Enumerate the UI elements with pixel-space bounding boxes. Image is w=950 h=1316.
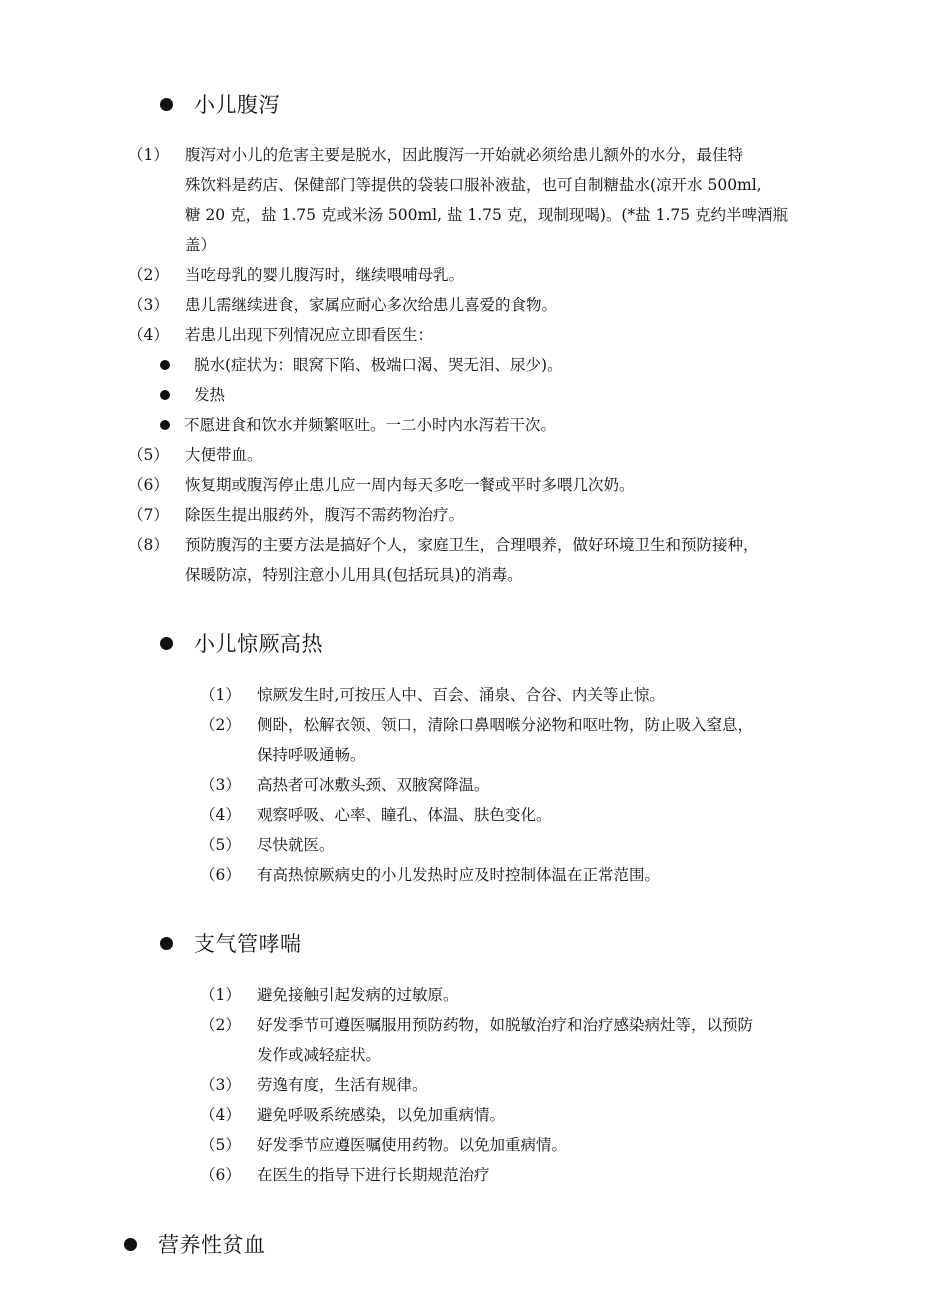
bullet-icon bbox=[160, 390, 170, 400]
item-number: （2） bbox=[200, 716, 241, 734]
item-number: （6） bbox=[200, 1166, 241, 1184]
item-text: 发作或减轻症状。 bbox=[257, 1046, 382, 1064]
item-number: （6） bbox=[128, 476, 169, 494]
item-text: 高热者可冰敷头颈、双腋窝降温。 bbox=[257, 776, 490, 794]
item-text: 糖 20 克，盐 1.75 克或米汤 500ml, 盐 1.75 克，现制现喝)。(*盐 1.75 克约半啤酒瓶 bbox=[185, 206, 789, 224]
item-number: （6） bbox=[200, 866, 241, 884]
bullet-text: 发热 bbox=[194, 386, 226, 404]
item-text: 保持呼吸通畅。 bbox=[257, 746, 366, 764]
item-text: 避免接触引起发病的过敏原。 bbox=[257, 986, 459, 1004]
item-text: 恢复期或腹泻停止患儿应一周内每天多吃一餐或平时多喂几次奶。 bbox=[185, 476, 635, 494]
item-number: （7） bbox=[128, 506, 169, 524]
bullet-icon bbox=[160, 98, 173, 111]
item-text: 劳逸有度，生活有规律。 bbox=[257, 1076, 428, 1094]
item-number: （8） bbox=[128, 536, 169, 554]
item-text: 好发季节可遵医嘱服用预防药物，如脱敏治疗和治疗感染病灶等，以预防 bbox=[257, 1016, 754, 1034]
bullet-icon bbox=[124, 1238, 137, 1251]
item-text: 腹泻对小儿的危害主要是脱水，因此腹泻一开始就必须给患儿额外的水分，最佳特 bbox=[185, 146, 744, 164]
bullet-icon bbox=[160, 420, 170, 430]
item-number: （5） bbox=[200, 836, 241, 854]
section-title: 营养性贫血 bbox=[158, 1233, 266, 1257]
item-number: （1） bbox=[200, 686, 241, 704]
item-text: 尽快就医。 bbox=[257, 836, 335, 854]
item-text: 好发季节应遵医嘱使用药物。以免加重病情。 bbox=[257, 1136, 568, 1154]
section-heading bbox=[124, 1224, 266, 1264]
section-title: 支气管哮喘 bbox=[194, 932, 302, 956]
item-number: （5） bbox=[128, 446, 169, 464]
item-number: （5） bbox=[200, 1136, 241, 1154]
item-number: （3） bbox=[200, 776, 241, 794]
section-title: 小儿腹泻 bbox=[194, 93, 280, 117]
bullet-icon bbox=[160, 360, 170, 370]
item-number: （2） bbox=[200, 1016, 241, 1034]
item-text: 若患儿出现下列情况应立即看医生： bbox=[185, 326, 434, 344]
section-heading bbox=[160, 84, 280, 124]
item-text: 避免呼吸系统感染，以免加重病情。 bbox=[257, 1106, 506, 1124]
bullet-icon bbox=[160, 637, 173, 650]
item-text: 大便带血。 bbox=[185, 446, 263, 464]
bullet-text: 脱水(症状为：眼窝下陷、极端口渴、哭无泪、尿少)。 bbox=[194, 356, 563, 374]
item-text: 盖） bbox=[185, 236, 217, 254]
item-text: 惊厥发生时,可按压人中、百会、涌泉、合谷、内关等止惊。 bbox=[257, 686, 665, 704]
item-text: 有高热惊厥病史的小儿发热时应及时控制体温在正常范围。 bbox=[257, 866, 661, 884]
item-number: （1） bbox=[128, 146, 169, 164]
item-number: （4） bbox=[200, 1106, 241, 1124]
item-number: （1） bbox=[200, 986, 241, 1004]
section-heading bbox=[160, 923, 302, 963]
item-number: （2） bbox=[128, 266, 169, 284]
item-number: （3） bbox=[128, 296, 169, 314]
item-text: 殊饮料是药店、保健部门等提供的袋装口服补液盐，也可自制糖盐水(凉开水 500ml, bbox=[185, 176, 762, 194]
item-number: （4） bbox=[128, 326, 169, 344]
item-number: （3） bbox=[200, 1076, 241, 1094]
item-text: 预防腹泻的主要方法是搞好个人，家庭卫生，合理喂养，做好环境卫生和预防接种， bbox=[185, 536, 759, 554]
item-text: 观察呼吸、心率、瞳孔、体温、肤色变化。 bbox=[257, 806, 552, 824]
item-text: 保暖防凉，特别注意小儿用具(包括玩具)的消毒。 bbox=[185, 566, 523, 584]
item-text: 在医生的指导下进行长期规范治疗 bbox=[257, 1166, 490, 1184]
item-text: 当吃母乳的婴儿腹泻时，继续喂哺母乳。 bbox=[185, 266, 465, 284]
item-text: 除医生提出服药外，腹泻不需药物治疗。 bbox=[185, 506, 465, 524]
item-text: 侧卧，松解衣领、领口，清除口鼻咽喉分泌物和呕吐物，防止吸入窒息， bbox=[257, 716, 754, 734]
section-title: 小儿惊厥高热 bbox=[194, 632, 323, 656]
item-text: 患儿需继续进食，家属应耐心多次给患儿喜爱的食物。 bbox=[185, 296, 558, 314]
bullet-icon bbox=[160, 937, 173, 950]
item-number: （4） bbox=[200, 806, 241, 824]
bullet-text: 不愿进食和饮水并频繁呕吐。一二小时内水泻若干次。 bbox=[184, 416, 557, 434]
section-heading bbox=[160, 623, 323, 663]
